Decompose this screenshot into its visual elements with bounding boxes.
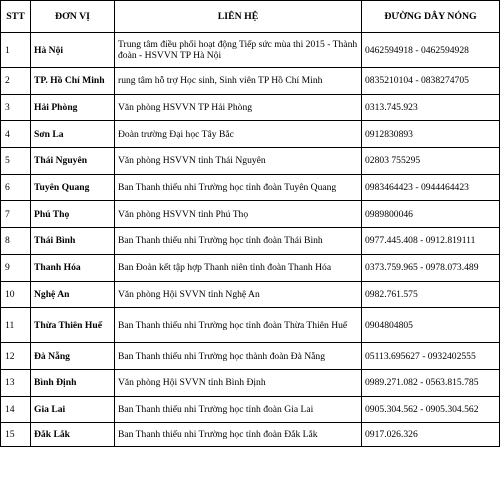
row-stt: 12 — [1, 343, 31, 370]
table-header — [1, 1, 500, 33]
table-row — [1, 343, 500, 370]
row-hotline: 0982.761.575 — [362, 281, 500, 308]
header-contact: LIÊN HỆ — [115, 1, 362, 33]
row-unit: TP. Hồ Chí Minh — [31, 68, 115, 95]
row-stt: 4 — [1, 121, 31, 148]
row-stt: 8 — [1, 228, 31, 255]
row-unit: Nghệ An — [31, 281, 115, 308]
row-hotline: 0917.026.326 — [362, 423, 500, 447]
row-stt: 1 — [1, 33, 31, 68]
row-hotline: 0905.304.562 - 0905.304.562 — [362, 396, 500, 423]
row-contact: Ban Thanh thiếu nhi Trường học tỉnh đoàn Tuyên Quang — [115, 174, 362, 201]
row-stt: 11 — [1, 308, 31, 343]
row-stt: 7 — [1, 201, 31, 228]
row-unit: Tuyên Quang — [31, 174, 115, 201]
row-stt: 2 — [1, 68, 31, 95]
header-unit: ĐƠN VỊ — [31, 1, 115, 33]
table-row — [1, 228, 500, 255]
row-stt: 9 — [1, 254, 31, 281]
table-row — [1, 308, 500, 343]
row-hotline: 0904804805 — [362, 308, 500, 343]
table-row — [1, 121, 500, 148]
table-row — [1, 281, 500, 308]
table-row — [1, 396, 500, 423]
row-contact: Văn phòng Hội SVVN tỉnh Nghệ An — [115, 281, 362, 308]
row-stt: 15 — [1, 423, 31, 447]
table-row — [1, 68, 500, 95]
row-stt: 14 — [1, 396, 31, 423]
row-contact: Ban Thanh thiếu nhi Trường học tỉnh đoàn Gia Lai — [115, 396, 362, 423]
row-contact: Văn phòng HSVVN TP Hải Phòng — [115, 94, 362, 121]
row-stt: 6 — [1, 174, 31, 201]
table-row — [1, 423, 500, 447]
row-hotline: 0462594918 - 0462594928 — [362, 33, 500, 68]
row-hotline: 0989.271.082 - 0563.815.785 — [362, 369, 500, 396]
row-stt: 5 — [1, 148, 31, 175]
row-contact: Đoàn trường Đại học Tây Bắc — [115, 121, 362, 148]
row-hotline: 05113.695627 - 0932402555 — [362, 343, 500, 370]
row-contact: Ban Thanh thiếu nhi Trường học tỉnh đoàn Thái Bình — [115, 228, 362, 255]
row-hotline: 0989800046 — [362, 201, 500, 228]
row-unit: Hà Nội — [31, 33, 115, 68]
header-row — [1, 1, 500, 33]
row-unit: Hải Phòng — [31, 94, 115, 121]
row-hotline: 0983464423 - 0944464423 — [362, 174, 500, 201]
table-row — [1, 254, 500, 281]
row-contact: Văn phòng Hội SVVN tỉnh Bình Định — [115, 369, 362, 396]
row-unit: Đắk Lắk — [31, 423, 115, 447]
row-contact: Ban Thanh thiếu nhi Trường học tỉnh đoàn Đắk Lắk — [115, 423, 362, 447]
table-row — [1, 33, 500, 68]
table-row — [1, 148, 500, 175]
row-stt: 13 — [1, 369, 31, 396]
row-stt: 3 — [1, 94, 31, 121]
row-hotline: 02803 755295 — [362, 148, 500, 175]
row-hotline: 0912830893 — [362, 121, 500, 148]
row-stt: 10 — [1, 281, 31, 308]
table-row — [1, 201, 500, 228]
row-unit: Đà Nẵng — [31, 343, 115, 370]
row-contact: Văn phòng HSVVN tỉnh Phú Thọ — [115, 201, 362, 228]
row-contact: Ban Thanh thiếu nhi Trường học tỉnh đoàn Thừa Thiên Huế — [115, 308, 362, 343]
table-row — [1, 174, 500, 201]
row-contact: Ban Thanh thiếu nhi Trường học thành đoàn Đà Nẵng — [115, 343, 362, 370]
row-contact: Trung tâm điều phối hoạt động Tiếp sức mùa thi 2015 - Thành đoàn - HSVVN TP Hà Nội — [115, 33, 362, 68]
row-unit: Sơn La — [31, 121, 115, 148]
row-unit: Thừa Thiên Huế — [31, 308, 115, 343]
row-hotline: 0977.445.408 - 0912.819111 — [362, 228, 500, 255]
row-unit: Bình Định — [31, 369, 115, 396]
table-row — [1, 369, 500, 396]
row-unit: Thái Nguyên — [31, 148, 115, 175]
row-hotline: 0835210104 - 0838274705 — [362, 68, 500, 95]
table-body — [1, 33, 500, 447]
row-contact: Ban Đoàn kết tập hợp Thanh niên tỉnh đoàn Thanh Hóa — [115, 254, 362, 281]
row-unit: Gia Lai — [31, 396, 115, 423]
row-unit: Phú Thọ — [31, 201, 115, 228]
row-contact: Văn phòng HSVVN tỉnh Thái Nguyên — [115, 148, 362, 175]
row-hotline: 0313.745.923 — [362, 94, 500, 121]
table-row — [1, 94, 500, 121]
row-unit: Thanh Hóa — [31, 254, 115, 281]
header-stt: STT — [1, 1, 31, 33]
header-hotline: ĐƯỜNG DÂY NÓNG — [362, 1, 500, 33]
row-contact: rung tâm hỗ trợ Học sinh, Sinh viên TP Hồ Chí Minh — [115, 68, 362, 95]
row-unit: Thái Bình — [31, 228, 115, 255]
row-hotline: 0373.759.965 - 0978.073.489 — [362, 254, 500, 281]
